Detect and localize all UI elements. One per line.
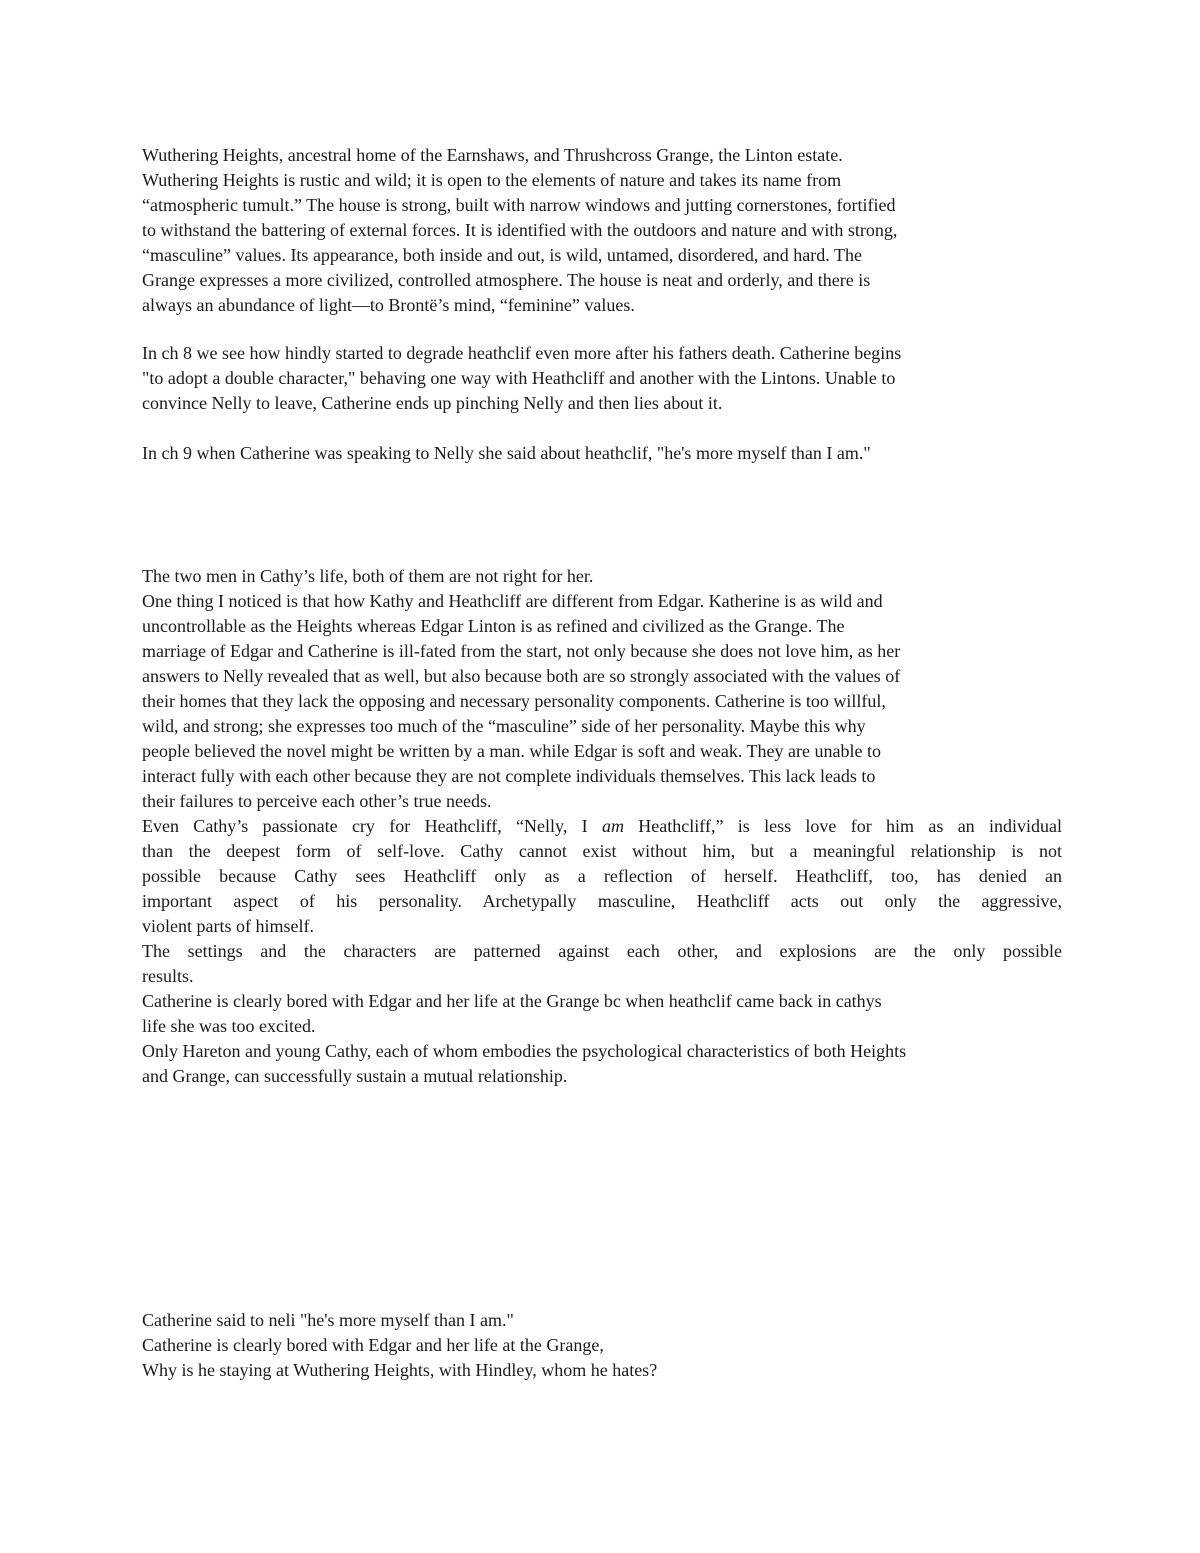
text-line: life she was too excited. — [142, 1016, 316, 1036]
paragraph-notes — [142, 1308, 1062, 1383]
text-line: their failures to perceive each other’s true needs. — [142, 791, 492, 811]
text-line: "to adopt a double character," behaving one way with Heathcliff and another with the Lintons. Unable to — [142, 368, 896, 388]
text-line: wild, and strong; she expresses too much of the “masculine” side of her personality. Maybe this why — [142, 716, 866, 736]
paragraph-two-men — [142, 564, 1062, 1089]
text-line: Wuthering Heights is rustic and wild; it is open to the elements of nature and takes its name from — [142, 170, 842, 190]
text-line: uncontrollable as the Heights whereas Edgar Linton is as refined and civilized as the Grange. The — [142, 616, 845, 636]
text-line: convince Nelly to leave, Catherine ends up pinching Nelly and then lies about it. — [142, 393, 723, 413]
text-line: Grange expresses a more civilized, controlled atmosphere. The house is neat and orderly, and there is — [142, 270, 871, 290]
text-line: “atmospheric tumult.” The house is strong, built with narrow windows and jutting cornerstones, fortified — [142, 195, 896, 215]
paragraph-chapter-8 — [142, 341, 1062, 416]
text-line: answers to Nelly revealed that as well, but also because both are so strongly associated with the values of — [142, 666, 901, 686]
text-fragment: Heathcliff,” is less love for him as an individual — [623, 816, 1062, 836]
text-line-cry — [142, 814, 1062, 839]
text-line: people believed the novel might be written by a man. while Edgar is soft and weak. They are unable to — [142, 741, 881, 761]
text-line: interact fully with each other because they are not complete individuals themselves. This lack leads to — [142, 766, 876, 786]
text-line: Catherine is clearly bored with Edgar and her life at the Grange, — [142, 1335, 604, 1355]
text-line: Catherine is clearly bored with Edgar and her life at the Grange bc when heathclif came back in cathys — [142, 991, 882, 1011]
paragraph-chapter-9 — [142, 441, 1062, 466]
emphasis-am: am — [601, 816, 624, 836]
text-line: Why is he staying at Wuthering Heights, with Hindley, whom he hates? — [142, 1360, 658, 1380]
text-line: to withstand the battering of external forces. It is identified with the outdoors and nature and with strong, — [142, 220, 898, 240]
text-line: their homes that they lack the opposing and necessary personality components. Catherine is too willful, — [142, 691, 886, 711]
text-line: “masculine” values. Its appearance, both inside and out, is wild, untamed, disordered, and hard. The — [142, 245, 862, 265]
text-line: violent parts of himself. — [142, 916, 314, 936]
text-line: and Grange, can successfully sustain a mutual relationship. — [142, 1066, 568, 1086]
paragraph-setting-intro — [142, 143, 1062, 318]
text-line: marriage of Edgar and Catherine is ill-fated from the start, not only because she does not love him, as her — [142, 641, 901, 661]
text-line: Only Hareton and young Cathy, each of whom embodies the psychological characteristics of both Heights — [142, 1041, 907, 1061]
text-line: One thing I noticed is that how Kathy and Heathcliff are different from Edgar. Katherine is as wild and — [142, 591, 883, 611]
text-line: possible because Cathy sees Heathcliff only as a reflection of herself. Heathcliff, too, has denied an — [142, 866, 1062, 886]
text-line: The two men in Cathy’s life, both of them are not right for her. — [142, 566, 594, 586]
text-line: always an abundance of light—to Brontë’s mind, “feminine” values. — [142, 295, 635, 315]
text-line: In ch 8 we see how hindly started to degrade heathclif even more after his fathers death. Catherine begins — [142, 343, 902, 363]
text-line: In ch 9 when Catherine was speaking to Nelly she said about heathclif, "he's more myself than I am." — [142, 443, 871, 463]
text-line: Catherine said to neli "he's more myself than I am." — [142, 1310, 514, 1330]
text-fragment: Even Cathy’s passionate cry for Heathcliff, “Nelly, I — [142, 816, 602, 836]
text-line: results. — [142, 966, 194, 986]
text-line: than the deepest form of self-love. Cathy cannot exist without him, but a meaningful relationship is not — [142, 841, 1062, 861]
text-line: The settings and the characters are patterned against each other, and explosions are the only possible — [142, 941, 1062, 961]
text-line: important aspect of his personality. Archetypally masculine, Heathcliff acts out only the aggressive, — [142, 891, 1062, 911]
text-line: Wuthering Heights, ancestral home of the Earnshaws, and Thrushcross Grange, the Linton estate. — [142, 145, 843, 165]
